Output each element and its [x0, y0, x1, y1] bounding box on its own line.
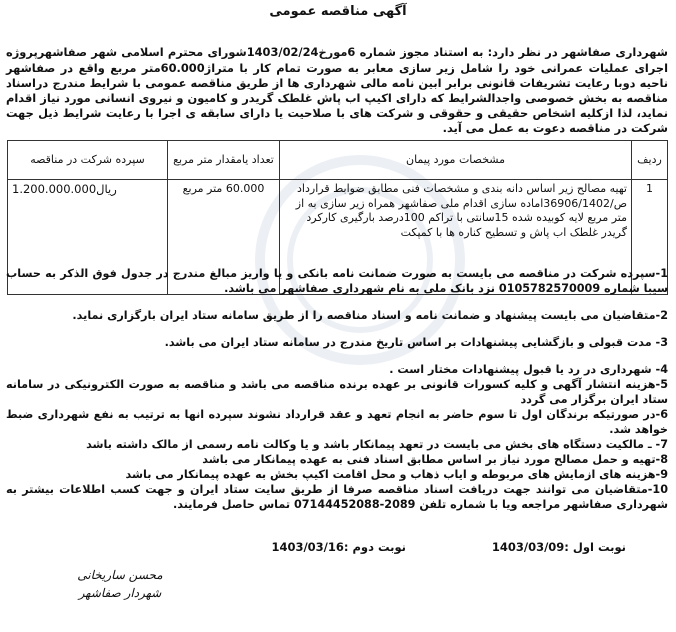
first-publication-date: نوبت اول :1403/03/09 — [491, 540, 626, 554]
signature-block — [60, 566, 180, 602]
col-header-index: ردیف — [632, 141, 668, 180]
intro-paragraph: شهرداری صفاشهر در نظر دارد: به استناد مجوز شماره 6مورخ1403/02/24شورای محترم اسلامی شهر صفاشهرپروژه اجرای عملیات عمرانی خود را شامل زیر سازی معابر به صورت تمام کار با متراژ60.000متر مربع واقع در صفاشهر ناحیه دوبا رعایت تشریفات قانونی برابر ابین نامه مالی شهرداری ها از طریق مناقصه عمومی با شرایط مندرج دراسناد مناقصه به بخش خصوصی واجدالشرایط که دارای اکیپ اب پاش غلطک گریدر و کامیون و نیروی انسانی مورد نیاز اقدام نماید، لذا ازکلیه اشخاص حقیقی و حقوقی و شرکت های با صلاحیت یا دارای سابقه ی اجرا با رعایت شرایط ذیل جهت شرکت در مناقصه دعوت به عمل می آید. — [6, 45, 668, 136]
row-deposit: 1.200.000.000ریال — [8, 180, 168, 295]
col-header-description: مشخصات مورد پیمان — [280, 141, 632, 180]
list-item: 4- شهرداری در رد یا قبول پیشنهادات مختار است . — [389, 363, 668, 376]
list-item: 2-متقاضیان می بایست پیشنهاد و ضمانت نامه و اسناد مناقصه را از طریق سامانه ستاد ایران بارگزاری نماید. — [72, 309, 668, 322]
row-description: تهیه مصالح زیر اساس دانه بندی و مشخصات فنی مطابق ضوابط قرارداد ص/36906/1402اماده سازی اقدام ملی صفاشهر همراه زیر سازی به از متر مربع لایه کوبیده شده 15سانتی با تراکم 100درصد بارگیری کارکرد گریدر غلطک اب پاش و تسطیح کناره ها با کمپکت — [280, 180, 632, 295]
publication-dates — [0, 540, 676, 556]
list-item: 10-متقاضیان می توانند جهت دریافت اسناد مناقصه صرفا از طریق سایت ستاد ایران و جهت کسب اطلاعات بیشتر به شهرداری صفاشهر مراجعه ویا با شماره تلفن 2089-07144452088 تماس حاصل فرمایند. — [6, 483, 668, 511]
list-item: 3- مدت قبولی و بازگشایی پیشنهادات بر اساس تاریخ مندرج در سامانه ستاد ایران می باشد. — [164, 336, 668, 349]
table-header-row — [8, 141, 668, 180]
list-item: 6-در صورتیکه برندگان اول تا سوم حاضر به انجام تعهد و عقد قرارداد نشوند سپرده انها به ترتیب به نفع شهرداری ضبط خواهد شد. — [6, 408, 668, 436]
list-item: 8-تهیه و حمل مصالح مورد نیاز بر اساس مطابق اسناد فنی به عهده پیمانکار می باشد — [202, 453, 668, 466]
signatory-role: شهردار صفاشهر — [78, 586, 162, 600]
list-item: 7- ـ مالکیت دستگاه های بخش می بایست در تعهد پیمانکار باشد و یا وکالت نامه رسمی از مالک داشته باشد — [86, 438, 668, 451]
list-item: 1-سپرده شرکت در مناقصه می بایست به صورت ضمانت نامه بانکی و یا واریز مبالغ مندرج در جدول فوق الذکر به حساب سیبا شماره 0105782570009 نزد بانک ملی به نام شهرداری صفاشهر می باشد. — [6, 267, 668, 295]
second-publication-date: نوبت دوم :1403/03/16 — [271, 540, 406, 554]
list-item: 5-هزینه انتشار آگهی و کلیه کسورات قانونی بر عهده برنده مناقصه می باشد و مناقصه به صورت الکترونیکی در سامانه ستاد ایران برگزار می گردد — [6, 378, 668, 406]
col-header-deposit: سپرده شرکت در مناقصه — [8, 141, 168, 180]
row-index: 1 — [632, 180, 668, 295]
row-quantity: 60.000 متر مربع — [168, 180, 280, 295]
signatory-name: محسن ساریخانی — [77, 568, 163, 582]
conditions-list — [6, 266, 668, 512]
page-title: آگهی مناقصه عمومی — [269, 4, 407, 19]
list-item: 9-هزینه های ازمایش های مربوطه و ایاب ذهاب و محل اقامت اکیپ بخش به عهده پیمانکار می باشد — [125, 468, 668, 481]
col-header-quantity: تعداد یامقدار متر مربع — [168, 141, 280, 180]
